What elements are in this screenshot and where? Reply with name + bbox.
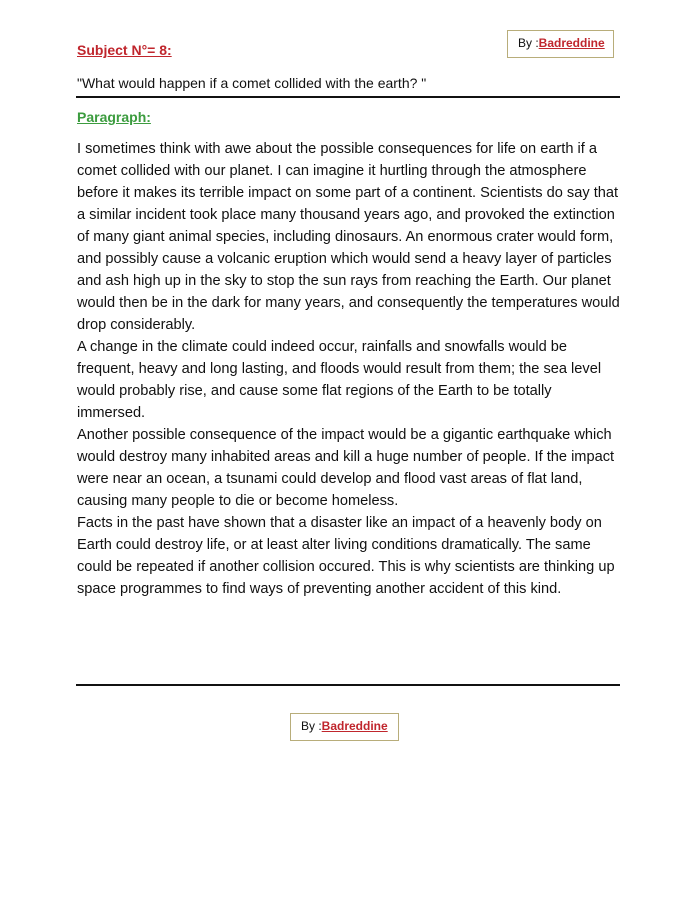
subject-title: Subject N°= 8: <box>77 42 172 58</box>
author-badge-top <box>507 30 614 58</box>
author-name: Badreddine <box>321 719 388 733</box>
author-badge-bottom <box>290 713 399 741</box>
divider-bottom <box>76 684 620 686</box>
paragraph-label: Paragraph: <box>77 109 151 125</box>
paragraph-block: I sometimes think with awe about the possible consequences for life on earth if a comet collided with our planet. I can imagine it hurtling through the atmosphere before it makes its terrible impact on some part of a continent. Scientists do say that a similar incident took place many thousand years ago, and provoked the extinction of many giant animal species, including dinosaurs. An enormous crater would form, and possibly cause a volcanic eruption which would send a heavy layer of particles and ash high up in the sky to stop the sun rays from reaching the Earth. Our planet would then be in the dark for many years, and consequently the temperatures would drop considerably. <box>77 141 620 333</box>
divider-top <box>76 96 620 98</box>
author-prefix: By : <box>518 36 539 50</box>
paragraph-body <box>77 138 623 600</box>
paragraph-block: A change in the climate could indeed occur, rainfalls and snowfalls would be frequent, heavy and long lasting, and floods would result from them; the sea level would probably rise, and cause some flat regions of the Earth to be totally immersed. <box>77 339 602 421</box>
paragraph-block: Facts in the past have shown that a disaster like an impact of a heavenly body on Earth could destroy life, or at least alter living conditions dramatically. The same could be repeated if another collision occured. This is why scientists are thinking up space programmes to find ways of preventing another accident of this kind. <box>77 515 615 597</box>
author-prefix: By : <box>301 719 322 733</box>
question-text: "What would happen if a comet collided with the earth? " <box>77 75 427 91</box>
paragraph-block: Another possible consequence of the impact would be a gigantic earthquake which would destroy many inhabited areas and kill a huge number of people. If the impact were near an ocean, a tsunami could develop and flood vast areas of flat land, causing many people to die or become homeless. <box>77 427 615 509</box>
author-name: Badreddine <box>538 36 605 50</box>
